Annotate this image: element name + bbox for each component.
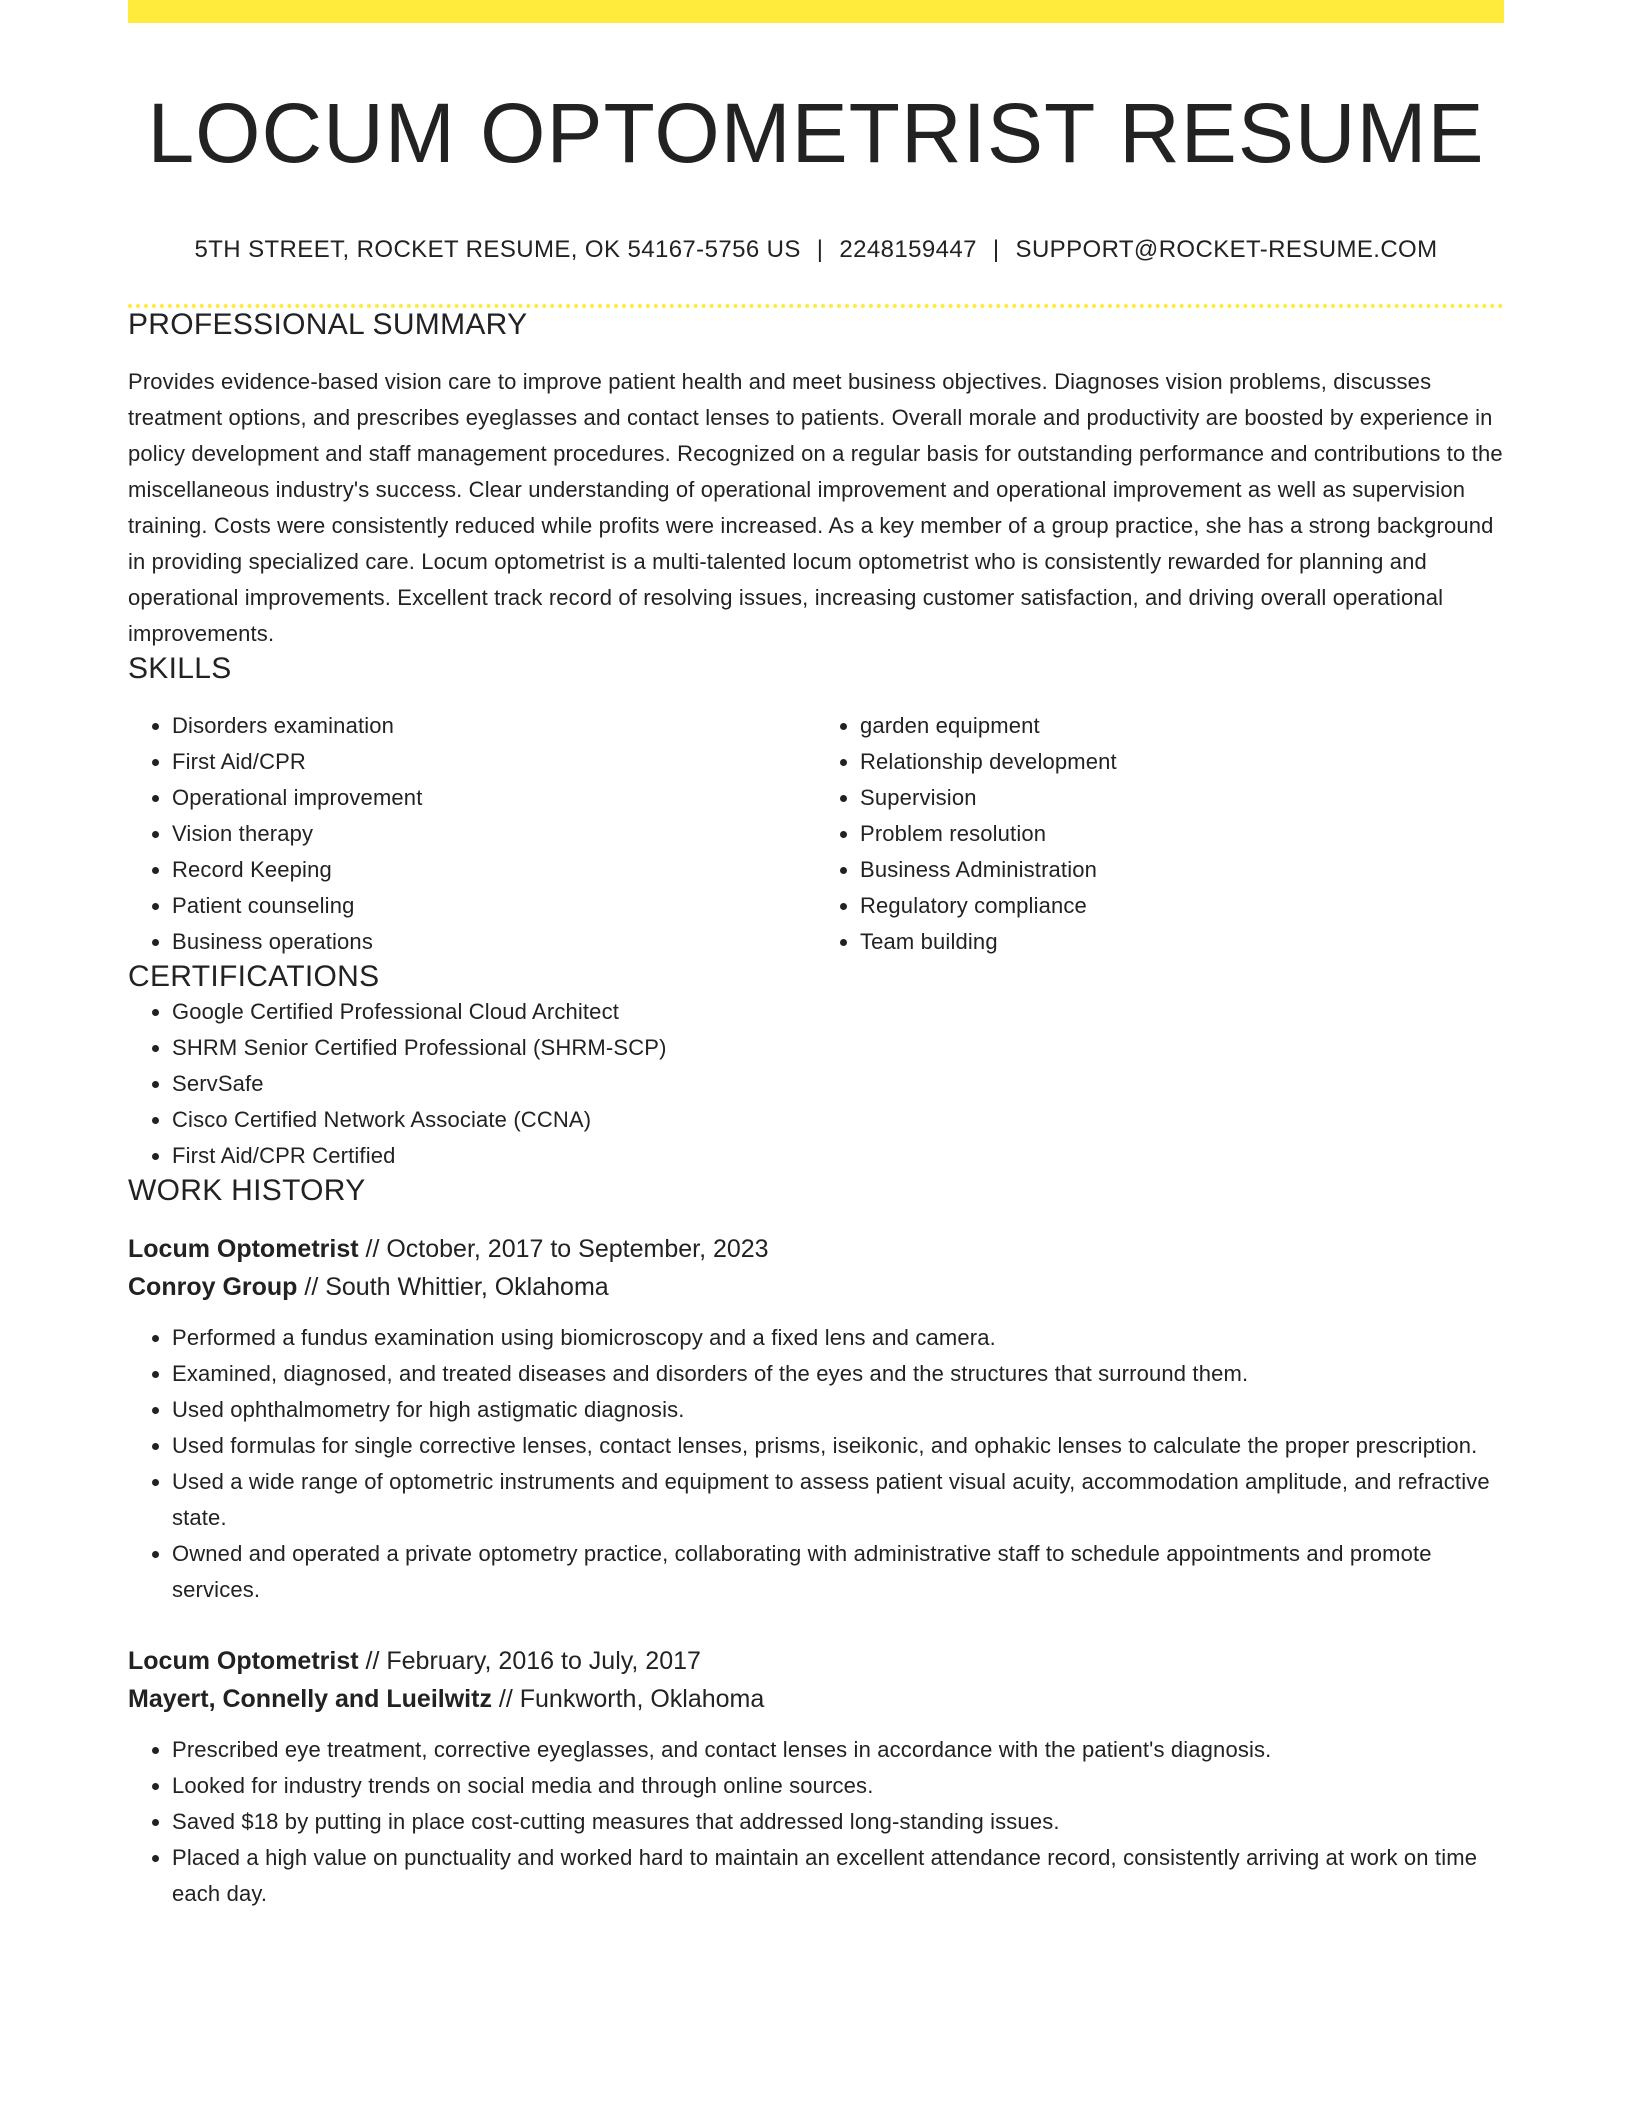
skill-item: • Vision therapy xyxy=(172,816,816,852)
job-duties-list xyxy=(128,1320,1504,1608)
job-dates: // February, 2016 to July, 2017 xyxy=(358,1646,701,1675)
certification-item: • ServSafe xyxy=(172,1066,1504,1102)
skill-item: • Record Keeping xyxy=(172,852,816,888)
skills-heading: SKILLS xyxy=(128,651,232,685)
certifications-list xyxy=(128,994,1504,1174)
job-duty-item: • Performed a fundus examination using biomicroscopy and a fixed lens and camera. xyxy=(172,1320,1504,1356)
job-entry xyxy=(128,1642,1504,1912)
summary-text: Provides evidence-based vision care to improve patient health and meet business objectives. Diagnoses vision problems, discusses treatment options, and prescribes eyeglasses and contact lenses to patients. Overall morale and productivity are boosted by experience in policy development and staff management procedures. Recognized on a regular basis for outstanding performance and contributions to the miscellaneous industry's success. Clear understanding of operational improvement and operational improvement as well as supervision training. Costs were consistently reduced while profits were increased. As a key member of a group practice, she has a strong background in providing specialized care. Locum optometrist is a multi-talented locum optometrist who is consistently rewarded for planning and operational improvements. Excellent track record of resolving issues, increasing customer satisfaction, and driving overall operational improvements. xyxy=(128,368,1503,646)
skill-item: • Supervision xyxy=(860,780,1504,816)
job-company: Conroy Group xyxy=(128,1272,298,1301)
skill-item: • Team building xyxy=(860,924,1504,960)
work-history-heading: WORK HISTORY xyxy=(128,1173,366,1207)
job-duty-item: • Prescribed eye treatment, corrective eyeglasses, and contact lenses in accordance with the patient's diagnosis. xyxy=(172,1732,1504,1768)
contact-line xyxy=(128,236,1504,264)
job-duty-item: • Looked for industry trends on social media and through online sources. xyxy=(172,1768,1504,1804)
job-company-line xyxy=(128,1680,1504,1718)
job-location: // Funkworth, Oklahoma xyxy=(491,1684,765,1713)
job-title-line xyxy=(128,1642,1504,1680)
page-title: LOCUM OPTOMETRIST RESUME xyxy=(147,86,1485,180)
job-duty-item: • Placed a high value on punctuality and worked hard to maintain an excellent attendance record, consistently arriving at work on time each day. xyxy=(172,1840,1504,1912)
skill-item: • Problem resolution xyxy=(860,816,1504,852)
job-title: Locum Optometrist xyxy=(128,1234,359,1263)
skills-list-left xyxy=(128,708,816,960)
contact-email: SUPPORT@ROCKET-RESUME.COM xyxy=(1015,235,1438,263)
skill-item: • Regulatory compliance xyxy=(860,888,1504,924)
job-title-line xyxy=(128,1230,1504,1268)
job-duty-item: • Used a wide range of optometric instruments and equipment to assess patient visual acuity, accommodation amplitude, and refractive state. xyxy=(172,1464,1504,1536)
contact-address: 5TH STREET, ROCKET RESUME, OK 54167-5756 US xyxy=(194,235,801,263)
certification-item: • SHRM Senior Certified Professional (SHRM-SCP) xyxy=(172,1030,1504,1066)
skills-list-right xyxy=(816,708,1504,960)
certifications-heading: CERTIFICATIONS xyxy=(128,959,380,993)
top-accent-bar xyxy=(128,0,1504,23)
job-duty-item: • Saved $18 by putting in place cost-cutting measures that addressed long-standing issues. xyxy=(172,1804,1504,1840)
skill-item: • garden equipment xyxy=(860,708,1504,744)
resume-page xyxy=(128,0,1504,1912)
job-company-line xyxy=(128,1268,1504,1306)
job-duty-item: • Owned and operated a private optometry practice, collaborating with administrative staff to schedule appointments and promote services. xyxy=(172,1536,1504,1608)
job-duties-list xyxy=(128,1732,1504,1912)
skill-item: • First Aid/CPR xyxy=(172,744,816,780)
certification-item: • First Aid/CPR Certified xyxy=(172,1138,1504,1174)
contact-separator: | xyxy=(992,235,1000,263)
job-duty-item: • Used formulas for single corrective lenses, contact lenses, prisms, iseikonic, and ophakic lenses to calculate the proper prescription. xyxy=(172,1428,1504,1464)
skill-item: • Patient counseling xyxy=(172,888,816,924)
summary-heading: PROFESSIONAL SUMMARY xyxy=(128,307,528,341)
job-duty-item: • Examined, diagnosed, and treated diseases and disorders of the eyes and the structures that surround them. xyxy=(172,1356,1504,1392)
contact-phone: 2248159447 xyxy=(839,235,977,263)
job-entry xyxy=(128,1230,1504,1608)
certification-item: • Cisco Certified Network Associate (CCNA) xyxy=(172,1102,1504,1138)
job-duty-item: • Used ophthalmometry for high astigmatic diagnosis. xyxy=(172,1392,1504,1428)
skill-item: • Operational improvement xyxy=(172,780,816,816)
skill-item: • Relationship development xyxy=(860,744,1504,780)
skills-grid xyxy=(128,708,1504,960)
skill-item: • Disorders examination xyxy=(172,708,816,744)
skill-item: • Business Administration xyxy=(860,852,1504,888)
skill-item: • Business operations xyxy=(172,924,816,960)
job-title: Locum Optometrist xyxy=(128,1646,359,1675)
job-location: // South Whittier, Oklahoma xyxy=(297,1272,609,1301)
certification-item: • Google Certified Professional Cloud Architect xyxy=(172,994,1504,1030)
job-dates: // October, 2017 to September, 2023 xyxy=(358,1234,769,1263)
contact-separator: | xyxy=(816,235,824,263)
job-company: Mayert, Connelly and Lueilwitz xyxy=(128,1684,492,1713)
